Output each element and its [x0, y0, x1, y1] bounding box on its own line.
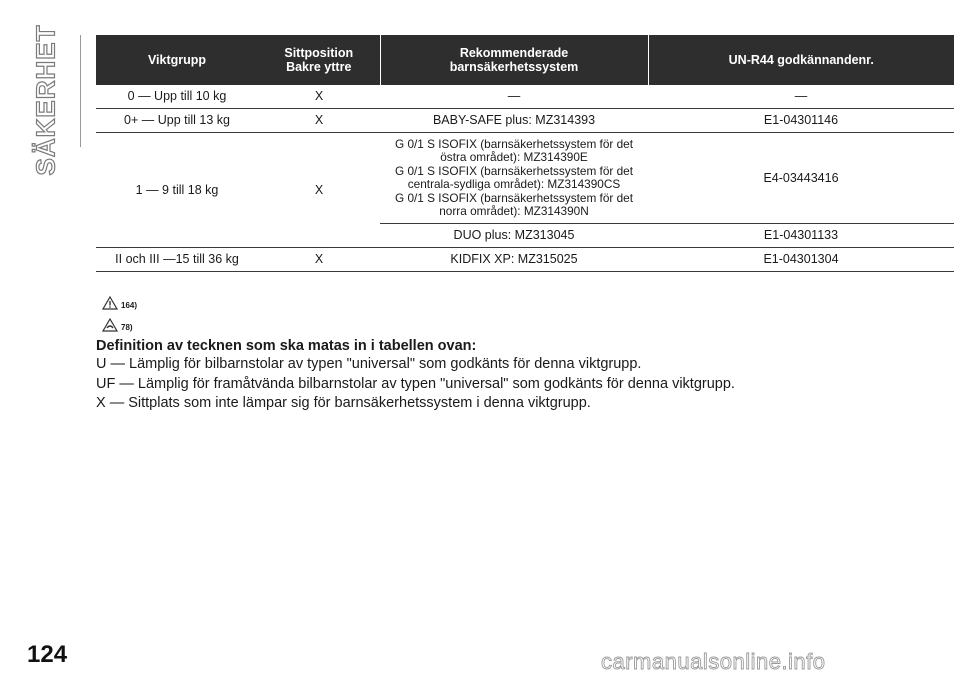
header-recommended-systems: Rekommenderade barnsäkerhetssystem: [380, 35, 648, 85]
cell-weight: II och III —15 till 36 kg: [96, 248, 258, 272]
cell-approval: —: [648, 85, 954, 109]
cell-weight: 0+ — Upp till 13 kg: [96, 109, 258, 133]
cell-position: X: [258, 109, 380, 133]
system-line: G 0/1 S ISOFIX (barnsäkerhetssystem för det: [395, 163, 633, 178]
warning-icon: [102, 296, 118, 310]
cell-system: DUO plus: MZ313045: [380, 224, 648, 248]
section-label-text: SÄKERHET: [30, 24, 61, 176]
cell-approval: E1-04301304: [648, 248, 954, 272]
cell-position: X: [258, 85, 380, 109]
reference-item: [102, 310, 137, 332]
system-line: centrala-sydliga området): MZ314390CS: [407, 177, 621, 192]
cell-approval: E4-03443416: [648, 133, 954, 224]
cell-system: BABY-SAFE plus: MZ314393: [380, 109, 648, 133]
table-row: [96, 85, 954, 109]
definition-line: X — Sittplats som inte lämpar sig för barnsäkerhetssystem i denna viktgrupp.: [96, 395, 591, 411]
cell-approval: E1-04301133: [648, 224, 954, 248]
reference-number: 78): [121, 323, 133, 332]
watermark: carmanualsonline.info: [601, 649, 826, 674]
header-seat-position: Sittposition Bakre yttre: [258, 35, 380, 85]
table-header-row: [96, 35, 954, 85]
note-icon: [102, 318, 118, 332]
system-line: östra området): MZ314390E: [440, 150, 588, 165]
cell-system: KIDFIX XP: MZ315025: [380, 248, 648, 272]
system-line: norra området): MZ314390N: [439, 204, 589, 219]
section-label: [20, 24, 72, 176]
reference-list: [102, 288, 137, 332]
page-number: 124: [27, 641, 68, 668]
cell-approval: E1-04301146: [648, 109, 954, 133]
table-row: [96, 133, 954, 224]
definition-line: U — Lämplig för bilbarnstolar av typen "universal" som godkänts för denna viktgrupp.: [96, 356, 642, 372]
system-line: G 0/1 S ISOFIX (barnsäkerhetssystem för det: [395, 137, 633, 151]
cell-system-multiline: [380, 133, 648, 224]
cell-position: X: [258, 248, 380, 272]
section-divider: [80, 35, 81, 147]
reference-number: 164): [121, 301, 138, 310]
table-row: [96, 248, 954, 272]
cell-weight: 0 — Upp till 10 kg: [96, 85, 258, 109]
cell-weight: 1 — 9 till 18 kg: [96, 133, 258, 248]
header-weight-group: Viktgrupp: [96, 35, 258, 85]
definitions-title: Definition av tecknen som ska matas in i tabellen ovan:: [96, 338, 477, 354]
system-line: G 0/1 S ISOFIX (barnsäkerhetssystem för det: [395, 190, 633, 205]
cell-system: —: [380, 85, 648, 109]
definition-line: UF — Lämplig för framåtvända bilbarnstolar av typen "universal" som godkänts för denna viktgrupp.: [96, 376, 735, 392]
child-seat-table: [96, 35, 954, 272]
table-row: [96, 109, 954, 133]
reference-item: [102, 288, 137, 310]
header-approval-number: UN-R44 godkännandenr.: [648, 35, 954, 85]
cell-position: X: [258, 133, 380, 248]
